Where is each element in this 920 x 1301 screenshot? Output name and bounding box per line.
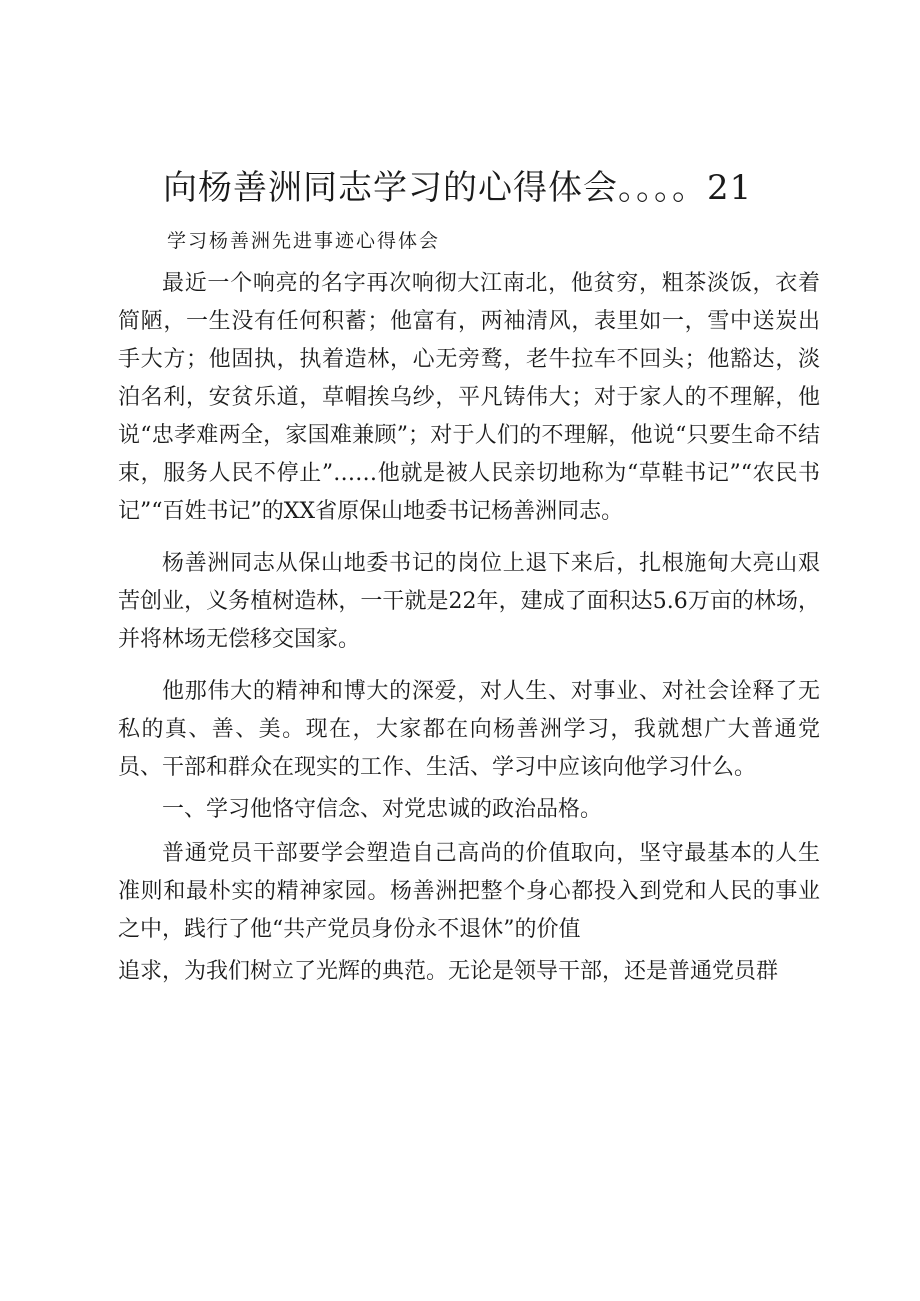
document-title: 向杨善洲同志学习的心得体会。。。。21 (163, 168, 753, 208)
document-subtitle: 学习杨善洲先进事迹心得体会 (167, 230, 441, 252)
paragraph-values: 普通党员干部要学会塑造自己高尚的价值取向，坚守最基本的人生准则和最朴实的精神家园。杨善洲把整个身心都投入到党和人民的事业之中，践行了他“共产党员身份永不退休”的价值 (118, 841, 820, 942)
paragraph-continuation: 追求，为我们树立了光辉的典范。无论是领导干部，还是普通党员群 (118, 959, 779, 984)
document-body (118, 265, 820, 991)
section-heading-one: 一、学习他恪守信念、对党忠诚的政治品格。 (162, 797, 603, 822)
paragraph-spacer (118, 659, 820, 673)
paragraph-spacer (118, 531, 820, 545)
paragraph-afforestation: 杨善洲同志从保山地委书记的岗位上退下来后，扎根施甸大亮山艰苦创业，义务植树造林，一干就是22年，建成了面积达5.6万亩的林场，并将林场无偿移交国家。 (118, 551, 820, 652)
paragraph-intro: 最近一个响亮的名字再次响彻大江南北，他贫穷，粗茶淡饭，衣着简陋，一生没有任何积蓄；他富有，两袖清风，表里如一，雪中送炭出手大方；他固执，执着造林，心无旁鹜，老牛拉车不回头；他豁达，淡泊名利，安贫乐道，草帽挨乌纱，平凡铸伟大；对于家人的不理解，他说“忠孝难两全，家国难兼顾”；对于人们的不理解，他说“只要生命不结束，服务人民不停止”……他就是被人民亲切地称为“草鞋书记”“农民书记”“百姓书记”的XX省原保山地委书记杨善洲同志。 (118, 271, 820, 524)
paragraph-spirit: 他那伟大的精神和博大的深爱，对人生、对事业、对社会诠释了无私的真、善、美。现在，大家都在向杨善洲学习，我就想广大普通党员、干部和群众在现实的工作、生活、学习中应该向他学习什么。 (118, 679, 820, 780)
